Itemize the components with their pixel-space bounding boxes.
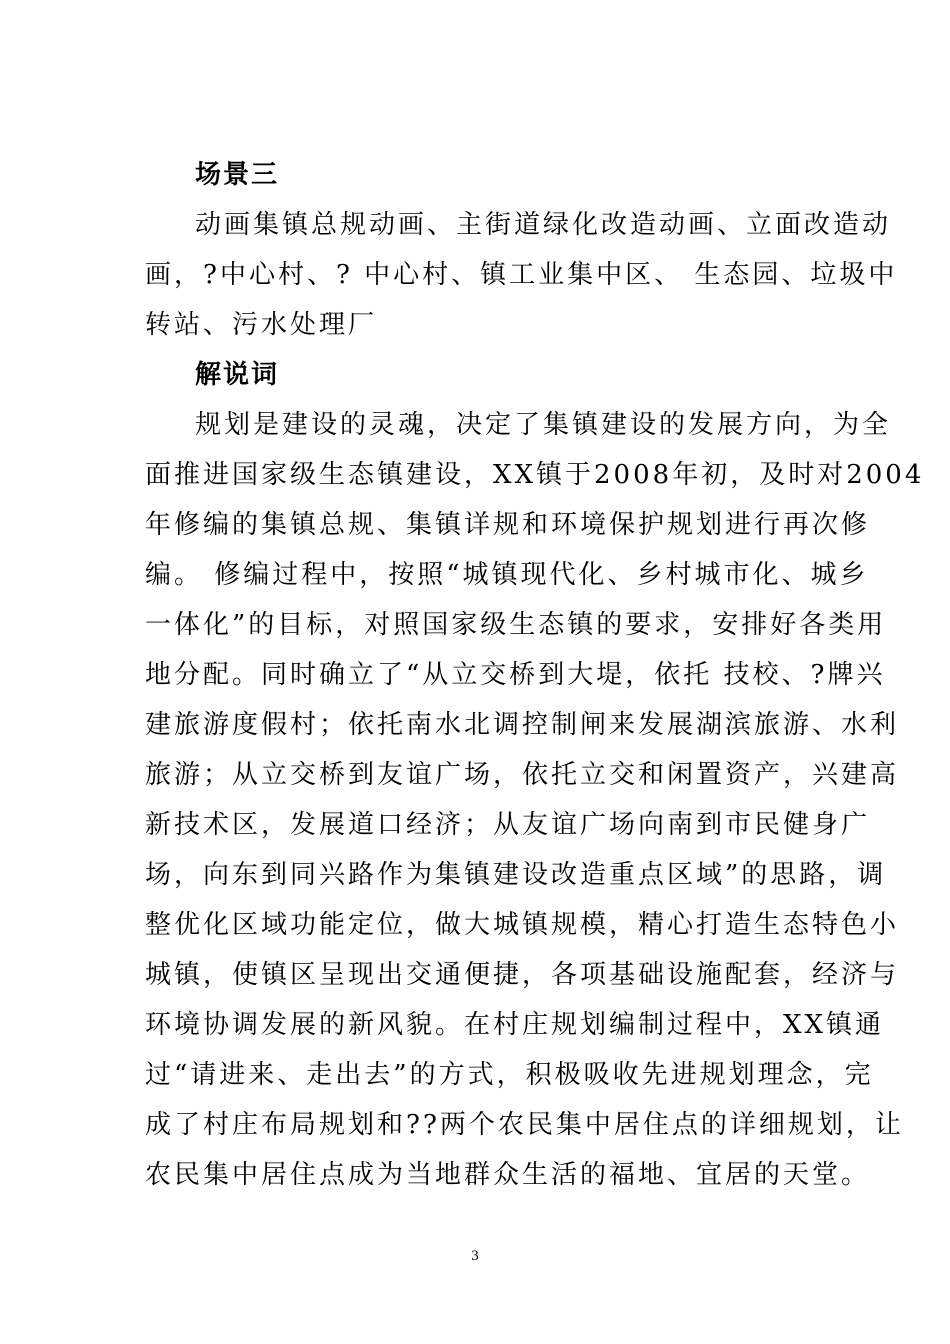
narration-line-5: 一体化”的目标，对照国家级生态镇的要求，安排好各类用: [145, 610, 887, 640]
narration-line-8: 旅游；从立交桥到友谊广场，依托立交和闲置资产，兴建高: [145, 760, 900, 790]
narration-line-13: 环境协调发展的新风貌。在村庄规划编制过程中，XX镇通: [145, 1010, 885, 1040]
scene-line-2: 画，?中心村、? 中心村、镇工业集中区、 生态园、垃圾中: [145, 260, 898, 290]
narration-heading: 解说词: [195, 360, 280, 390]
scene-heading: 场景三: [195, 160, 280, 190]
scene-line-3: 转站、污水处理厂: [145, 310, 378, 340]
narration-line-14: 过“请进来、走出去”的方式，积极吸收先进规划理念，完: [145, 1060, 874, 1090]
narration-line-7: 建旅游度假村；依托南水北调控制闸来发展湖滨旅游、水利: [145, 710, 900, 740]
narration-line-10: 场，向东到同兴路作为集镇建设改造重点区域”的思路，调: [145, 860, 887, 890]
narration-line-4: 编。 修编过程中，按照“城镇现代化、乡村城市化、城乡: [145, 560, 869, 590]
scene-line-1: 动画集镇总规动画、主街道绿化改造动画、立面改造动: [195, 210, 892, 240]
narration-line-16: 农民集中居住点成为当地群众生活的福地、宜居的天堂。: [145, 1160, 871, 1190]
narration-line-12: 城镇，使镇区呈现出交通便捷，各项基础设施配套，经济与: [145, 960, 900, 990]
narration-line-11: 整优化区域功能定位，做大城镇规模，精心打造生态特色小: [145, 910, 900, 940]
narration-line-6: 地分配。同时确立了“从立交桥到大堤，依托 技校、?牌兴: [145, 660, 886, 690]
narration-line-3: 年修编的集镇总规、集镇详规和环境保护规划进行再次修: [145, 510, 871, 540]
page-number: 3: [471, 1248, 479, 1264]
narration-line-2: 面推进国家级生态镇建设，XX镇于2008年初，及时对2004: [145, 460, 925, 490]
narration-line-9: 新技术区，发展道口经济；从友谊广场向南到市民健身广: [145, 810, 871, 840]
narration-line-1: 规划是建设的灵魂，决定了集镇建设的发展方向，为全: [195, 410, 892, 440]
narration-line-15: 成了村庄布局规划和??两个农民集中居住点的详细规划，让: [145, 1110, 904, 1140]
